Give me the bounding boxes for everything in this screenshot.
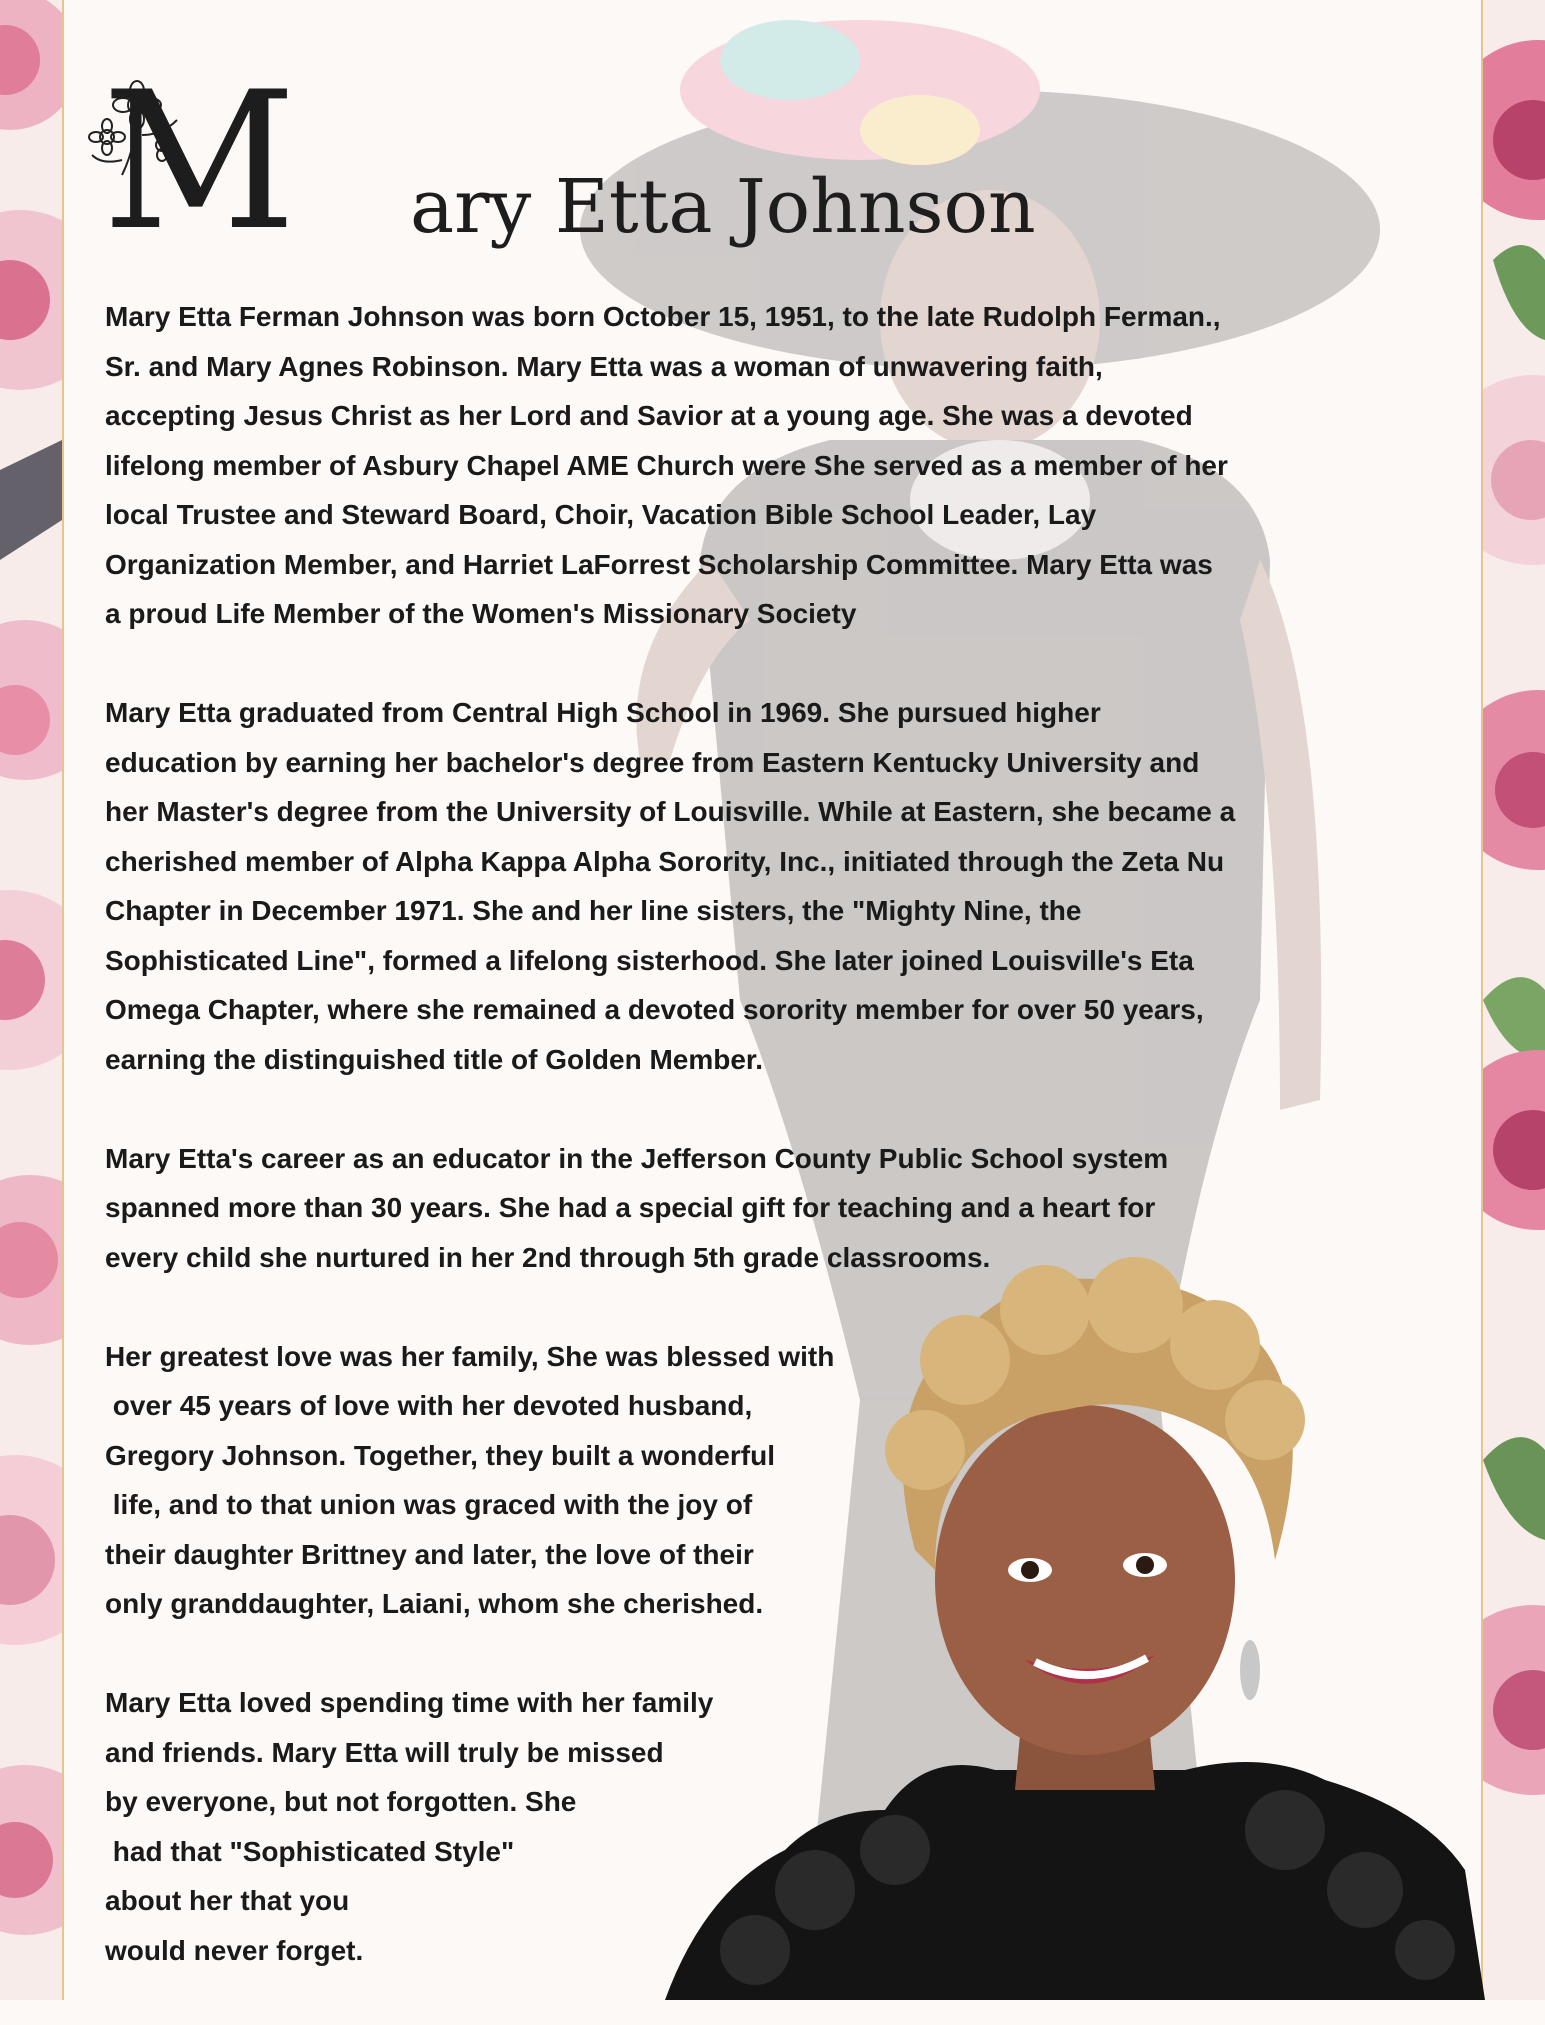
text-line: cherished member of Alpha Kappa Alpha Sorority, Inc., initiated through the Zeta Nu bbox=[105, 845, 1225, 877]
text-line: Mary Etta loved spending time with her family bbox=[105, 1687, 714, 1718]
text-line: every child she nurtured in her 2nd through 5th grade classrooms. bbox=[105, 1241, 991, 1273]
right-floral-border bbox=[1481, 0, 1545, 2000]
text-line: life, and to that union was graced with the joy of bbox=[105, 1489, 753, 1520]
text-line: Mary Etta's career as an educator in the Jefferson County Public School system bbox=[105, 1142, 1169, 1174]
portrait-photo bbox=[665, 1250, 1485, 2000]
text-line: a proud Life Member of the Women's Missionary Society bbox=[105, 598, 857, 629]
text-line: local Trustee and Steward Board, Choir, Vacation Bible School Leader, Lay bbox=[105, 499, 1097, 530]
text-line: Sophisticated Line", formed a lifelong sisterhood. She later joined Louisville's Eta bbox=[105, 944, 1194, 976]
text-line: would never forget. bbox=[105, 1934, 364, 1966]
text-line: Organization Member, and Harriet LaForrest Scholarship Committee. Mary Etta was bbox=[105, 548, 1213, 580]
text-line: and friends. Mary Etta will truly be missed bbox=[105, 1736, 664, 1768]
text-line: about her that you bbox=[105, 1885, 350, 1916]
text-line: by everyone, but not forgotten. She bbox=[105, 1786, 577, 1817]
paragraph-education bbox=[105, 688, 1465, 1084]
left-floral-border bbox=[0, 0, 64, 2000]
text-line: earning the distinguished title of Golden Member. bbox=[105, 1043, 764, 1075]
text-line: Sr. and Mary Agnes Robinson. Mary Etta was a woman of unwavering faith, bbox=[105, 350, 1103, 382]
text-line: only granddaughter, Laiani, whom she cherished. bbox=[105, 1588, 764, 1619]
text-line: Chapter in December 1971. She and her line sisters, the "Mighty Nine, the bbox=[105, 895, 1082, 926]
title-drop-cap: M bbox=[102, 51, 297, 272]
text-line: Her greatest love was her family, She was blessed with bbox=[105, 1340, 835, 1372]
text-line: lifelong member of Asbury Chapel AME Church were She served as a member of her bbox=[105, 449, 1228, 481]
text-line: accepting Jesus Christ as her Lord and Savior at a young age. She was a devoted bbox=[105, 400, 1193, 431]
text-line: Gregory Johnson. Together, they built a wonderful bbox=[105, 1439, 775, 1471]
page-title bbox=[80, 51, 1036, 275]
text-line: their daughter Brittney and later, the love of their bbox=[105, 1538, 754, 1570]
text-line: her Master's degree from the University of Louisville. While at Eastern, she became a bbox=[105, 796, 1236, 827]
text-line: over 45 years of love with her devoted husband, bbox=[105, 1390, 753, 1421]
title-text: ary Etta Johnson bbox=[410, 164, 1036, 250]
text-line: spanned more than 30 years. She had a special gift for teaching and a heart for bbox=[105, 1192, 1156, 1223]
text-line: education by earning her bachelor's degree from Eastern Kentucky University and bbox=[105, 746, 1200, 778]
paragraph-faith bbox=[105, 292, 1465, 639]
text-line: Mary Etta Ferman Johnson was born October 15, 1951, to the late Rudolph Ferman., bbox=[105, 301, 1221, 332]
text-line: Mary Etta graduated from Central High School in 1969. She pursued higher bbox=[105, 697, 1101, 728]
text-line: Omega Chapter, where she remained a devoted sorority member for over 50 years, bbox=[105, 994, 1204, 1025]
text-line: had that "Sophisticated Style" bbox=[105, 1835, 515, 1867]
